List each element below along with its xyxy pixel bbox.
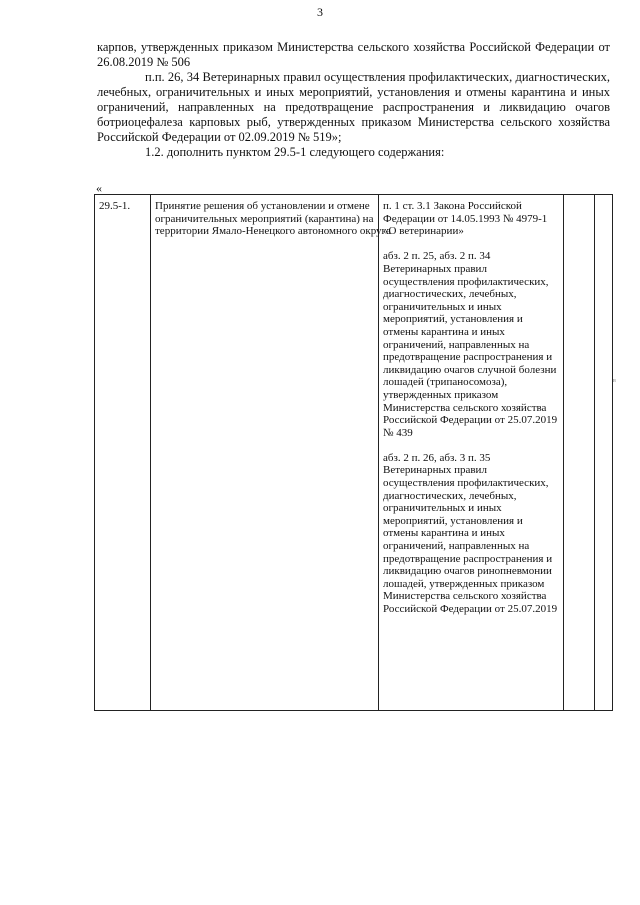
paragraph-amendment: 1.2. дополнить пунктом 29.5-1 следующего содержания:: [145, 145, 445, 159]
table-cell-name: Принятие решения об установлении и отмене ограничительных мероприятий (карантина) на территории Ямало-Ненецкого автономного округа: [155, 200, 391, 238]
table-cell-basis: [383, 200, 559, 628]
basis-law: п. 1 ст. 3.1 Закона Российской Федерации от 14.05.1993 № 4979-1 «О ветеринарии»: [383, 200, 548, 238]
basis-rules-rhinopneumonia: абз. 2 п. 26, абз. 3 п. 35 Ветеринарных правил осуществления профилактических, диагностических, лечебных, ограничительных и иных мероприятий, установления и отмены карантина и иных ограничений, направленных на предотвращение распространения и ликвидацию очагов ринопневмонии лошадей, утвержденных приказом Министерства сельского хозяйства Российской Федерации от 25.07.2019: [383, 451, 558, 615]
column-divider-1: [150, 195, 151, 710]
table-cell-number: 29.5-1.: [99, 200, 131, 212]
margin-mark: в: [613, 378, 616, 384]
body-text-top: [97, 40, 610, 160]
page-number: 3: [317, 5, 323, 19]
column-divider-3: [563, 195, 564, 710]
paragraph-rules: п.п. 26, 34 Ветеринарных правил осуществления профилактических, диагностических, лечебных, ограничительных и иных мероприятий, установления и отмены карантина и иных ограничений, направленных на предотвращение распространения и ликвидацию очагов ботриоцефалеза карповых рыб, утвержденных приказом Министерства сельского хозяйства Российской Федерации от 02.09.2019 № 519»;: [97, 70, 610, 144]
column-divider-2: [378, 195, 379, 710]
opening-quote: «: [96, 181, 102, 195]
basis-rules-trypanosomiasis: абз. 2 п. 25, абз. 2 п. 34 Ветеринарных правил осуществления профилактических, диагностических, лечебных, ограничительных и иных мероприятий, установления и отмены карантина и иных ограничений, направленных на предотвращение распространения и ликвидацию очагов случной болезни лошадей (трипаносомоза), утвержденных приказом Министерства сельского хозяйства Российской Федерации от 25.07.2019 № 439: [383, 250, 558, 439]
column-divider-4: [594, 195, 595, 710]
paragraph-continuation: карпов, утвержденных приказом Министерства сельского хозяйства Российской Федерации от 26.08.2019 № 506: [97, 40, 610, 69]
amendment-table: [94, 194, 613, 711]
